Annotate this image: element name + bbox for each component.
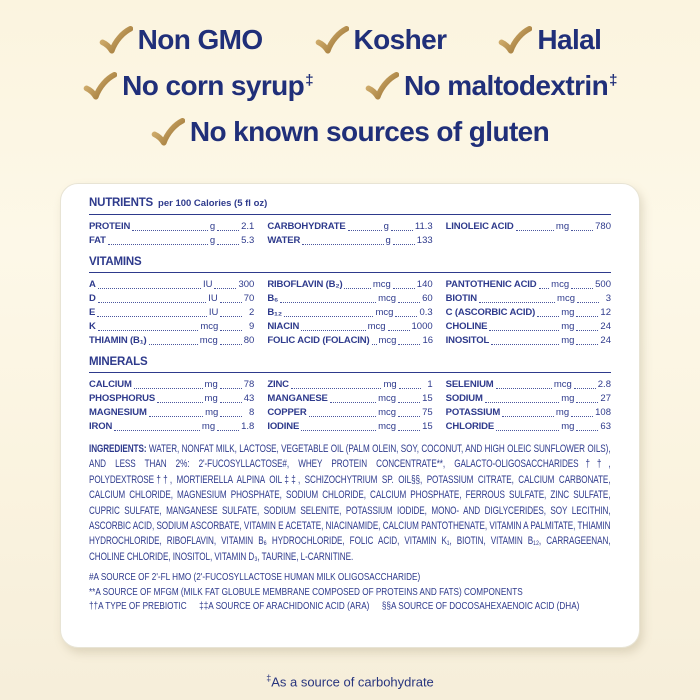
nutrient-unit: g [383, 221, 389, 232]
dot-leader [576, 402, 598, 403]
vitamins-table [89, 278, 611, 348]
dot-leader [220, 388, 242, 389]
nutrient-row [89, 392, 254, 406]
nutrient-value: 108 [595, 407, 611, 418]
checkmark-icon [99, 26, 133, 54]
nutrient-name: ZINC [267, 379, 289, 390]
dot-leader [98, 302, 207, 303]
footnote-text: §§A SOURCE OF DOCOSAHEXAENOIC ACID (DHA) [381, 600, 580, 613]
dot-leader [284, 316, 374, 317]
nutrient-name: CALCIUM [89, 379, 132, 390]
nutrient-name: B₁₂ [267, 307, 282, 318]
nutrient-value: 75 [422, 407, 433, 418]
nutrient-unit: mcg [378, 407, 397, 418]
dot-leader [220, 402, 242, 403]
nutrient-unit: mg [561, 307, 575, 318]
dot-leader [98, 288, 201, 289]
nutrient-unit: mg [561, 421, 575, 432]
claim-no-maltodextrin [365, 70, 617, 102]
dot-leader [496, 430, 559, 431]
dot-leader [114, 430, 200, 431]
nutrition-panel [60, 183, 640, 648]
dot-leader [393, 244, 415, 245]
nutrient-unit: mg [204, 379, 218, 390]
nutrient-name: SODIUM [445, 393, 483, 404]
nutrient-name: BIOTIN [445, 293, 477, 304]
claim-halal [498, 24, 601, 56]
nutrient-row [89, 234, 254, 248]
claim-label: No corn syrup [122, 70, 305, 101]
dot-leader [516, 230, 554, 231]
nutrient-row [89, 334, 254, 348]
nutrient-value: 500 [595, 279, 611, 290]
dot-leader [372, 344, 377, 345]
nutrient-name: PHOSPHORUS [89, 393, 156, 404]
nutrient-unit: mg [555, 221, 570, 232]
nutrient-row [89, 406, 254, 420]
carbohydrate-footnote-marker: ‡ [266, 673, 272, 683]
ingredients-label: INGREDIENTS: [89, 443, 147, 455]
dot-leader [489, 330, 559, 331]
nutrient-value: 78 [243, 379, 255, 390]
dot-leader [344, 288, 370, 289]
nutrients-title: NUTRIENTS [89, 197, 154, 209]
dot-leader [220, 316, 242, 317]
dot-leader [576, 330, 598, 331]
nutrient-row [446, 420, 611, 434]
nutrient-value: 15 [422, 421, 433, 432]
checkmark-icon [83, 72, 117, 100]
dot-leader [485, 402, 559, 403]
nutrient-unit: mg [561, 321, 575, 332]
nutrient-unit: mg [201, 421, 216, 432]
nutrient-name: PROTEIN [89, 221, 131, 232]
dot-leader [217, 230, 239, 231]
nutrient-value: 133 [416, 235, 433, 246]
footnote-line [89, 599, 610, 614]
nutrient-unit: IU [208, 307, 219, 318]
nutrient-unit: mcg [553, 379, 572, 390]
table-column [267, 378, 432, 434]
dot-leader [301, 330, 365, 331]
nutrient-row [89, 306, 254, 320]
nutrient-unit: mcg [378, 393, 397, 404]
section-rule [89, 372, 611, 373]
nutrient-value: 1.8 [241, 421, 255, 432]
dot-leader [502, 416, 554, 417]
dot-leader [539, 288, 550, 289]
nutrient-value: 24 [600, 321, 611, 332]
nutrient-name: D [89, 293, 96, 304]
table-column [446, 378, 611, 434]
nutrient-value: 24 [600, 335, 611, 346]
nutrient-row [89, 220, 254, 234]
nutrient-name: POTASSIUM [445, 407, 501, 418]
nutrient-name: CHOLINE [445, 321, 488, 332]
section-rule [89, 214, 611, 215]
dot-leader [134, 388, 203, 389]
nutrient-name: FAT [89, 235, 106, 246]
nutrients-header [89, 196, 611, 211]
dot-leader [348, 230, 382, 231]
nutrient-unit: mcg [378, 293, 397, 304]
dot-leader [576, 344, 598, 345]
claims-row [151, 116, 549, 148]
table-column [446, 278, 611, 348]
footnote-text: **A SOURCE OF MFGM (MILK FAT GLOBULE MEMBRANE COMPOSED OF PROTEINS AND FATS) COMPONENTS [89, 585, 523, 598]
nutrient-unit: mg [555, 407, 570, 418]
nutrient-name: B₆ [267, 293, 279, 304]
nutrient-name: MANGANESE [267, 393, 328, 404]
nutrient-value: 16 [422, 335, 434, 346]
nutrient-unit: IU [208, 293, 218, 304]
nutrient-unit: mg [383, 379, 397, 390]
nutrient-row [446, 278, 611, 292]
claim-no-corn-syrup [83, 70, 313, 102]
section-rule [89, 272, 611, 273]
nutrient-row [89, 378, 254, 392]
footnote-text: ‡‡A SOURCE OF ARACHIDONIC ACID (ARA) [199, 600, 370, 613]
nutrient-value: 60 [422, 293, 433, 304]
nutrient-unit: mcg [367, 321, 386, 332]
dot-leader [537, 316, 559, 317]
dot-leader [479, 302, 555, 303]
nutrient-unit: mcg [372, 279, 391, 290]
dot-leader [214, 288, 236, 289]
checkmark-icon [498, 26, 532, 54]
nutrient-value: 300 [238, 279, 255, 290]
dot-leader [97, 316, 207, 317]
nutrient-unit: mcg [199, 335, 218, 346]
dot-leader [108, 244, 208, 245]
nutrient-unit: mcg [200, 321, 219, 332]
nutrient-row [267, 334, 432, 348]
nutrient-row [267, 234, 432, 248]
nutrient-value: 1000 [411, 321, 433, 332]
nutrient-unit: mcg [557, 293, 575, 304]
nutrient-value: 9 [249, 321, 255, 332]
nutrient-value: 70 [243, 293, 255, 304]
nutrient-value: 12 [600, 307, 611, 318]
dot-leader [571, 288, 593, 289]
dot-leader [574, 388, 596, 389]
nutrient-row [446, 392, 611, 406]
minerals-header [89, 355, 611, 369]
nutrient-name: LINOLEIC ACID [445, 221, 514, 232]
nutrient-row [446, 306, 611, 320]
nutrient-name: K [89, 321, 96, 332]
nutrient-value: 8 [249, 407, 255, 418]
dot-leader [391, 230, 413, 231]
nutrient-row [446, 334, 611, 348]
nutrient-value: 2.8 [597, 379, 611, 390]
claim-sup: ‡ [305, 72, 313, 89]
nutrient-unit: mcg [375, 307, 394, 318]
nutrient-name: PANTOTHENIC ACID [445, 279, 537, 290]
nutrient-name: E [89, 307, 96, 318]
footnote-line [89, 585, 610, 600]
dot-leader [149, 416, 203, 417]
dot-leader [576, 316, 598, 317]
nutrient-name: INOSITOL [445, 335, 490, 346]
vitamins-title: VITAMINS [89, 256, 142, 268]
nutrient-value: 2.1 [241, 221, 255, 232]
dot-leader [496, 388, 552, 389]
nutrient-unit: mg [205, 407, 219, 418]
nutrients-table [89, 220, 611, 248]
dot-leader [398, 402, 420, 403]
claim-sup: ‡ [609, 72, 617, 89]
nutrient-row [89, 292, 254, 306]
nutrient-name: SELENIUM [445, 379, 494, 390]
dot-leader [398, 416, 420, 417]
nutrient-value: 1 [427, 379, 433, 390]
nutrient-value: 11.3 [414, 221, 433, 232]
nutrient-value: 43 [243, 393, 255, 404]
dot-leader [571, 230, 593, 231]
claim-no-known-sources-of-gluten [151, 116, 549, 148]
claim-label: Non GMO [137, 24, 263, 55]
nutrient-row [267, 306, 432, 320]
nutrient-row [89, 320, 254, 334]
dot-leader [220, 344, 242, 345]
nutrient-row [267, 378, 432, 392]
claim-label: No maltodextrin [403, 70, 609, 101]
minerals-table [89, 378, 611, 434]
footnotes-section [89, 570, 611, 614]
nutrient-row [267, 220, 432, 234]
dot-leader [302, 244, 383, 245]
dot-leader [301, 430, 376, 431]
dot-leader [220, 302, 242, 303]
table-column [267, 220, 432, 248]
nutrient-unit: mcg [378, 421, 397, 432]
nutrient-name: CARBOHYDRATE [267, 221, 346, 232]
checkmark-icon [315, 26, 349, 54]
nutrient-value: 0.3 [419, 307, 433, 318]
nutrient-name: MAGNESIUM [89, 407, 147, 418]
nutrient-unit: g [385, 235, 391, 246]
nutrient-row [446, 406, 611, 420]
nutrient-row [89, 420, 254, 434]
nutrient-name: THIAMIN (B₁) [89, 335, 147, 346]
nutrient-value: 780 [595, 221, 611, 232]
footnote-text: ††A TYPE OF PREBIOTIC [89, 600, 187, 613]
dot-leader [291, 388, 382, 389]
minerals-title: MINERALS [89, 356, 148, 368]
nutrient-unit: mg [561, 393, 575, 404]
checkmark-icon [151, 118, 185, 146]
nutrient-unit: IU [202, 279, 213, 290]
nutrient-name: NIACIN [267, 321, 300, 332]
table-column [446, 220, 611, 248]
claim-label: Kosher [353, 24, 447, 55]
nutrient-name: IODINE [267, 421, 300, 432]
dot-leader [395, 316, 417, 317]
dot-leader [280, 302, 376, 303]
claims-row [99, 24, 602, 56]
nutrients-subtitle: per 100 Calories (5 fl oz) [158, 198, 268, 209]
checkmark-icon [365, 72, 399, 100]
dot-leader [393, 288, 415, 289]
nutrient-value: 63 [600, 421, 611, 432]
footnote-line [89, 570, 610, 585]
vitamins-header [89, 255, 611, 269]
table-column [89, 220, 254, 248]
carbohydrate-footnote [0, 673, 700, 689]
claim-kosher [315, 24, 447, 56]
nutrient-name: WATER [267, 235, 301, 246]
carbohydrate-footnote-text: As a source of carbohydrate [271, 674, 434, 690]
dot-leader [330, 402, 376, 403]
nutrient-name: FOLIC ACID (FOLACIN) [267, 335, 370, 346]
nutrient-name: IRON [89, 421, 113, 432]
nutrient-name: A [89, 279, 96, 290]
dot-leader [220, 330, 242, 331]
footnote-text: #A SOURCE OF 2'-FL HMO (2'-FUCOSYLLACTOSE HUMAN MILK OLIGOSACCHARIDE) [89, 571, 421, 584]
dot-leader [217, 244, 239, 245]
nutrient-row [446, 220, 611, 234]
dot-leader [398, 302, 420, 303]
dot-leader [491, 344, 559, 345]
table-column [89, 278, 254, 348]
claim-label: Halal [537, 24, 602, 55]
dot-leader [132, 230, 208, 231]
nutrient-row [267, 320, 432, 334]
nutrient-value: 5.3 [241, 235, 255, 246]
nutrient-unit: mcg [378, 335, 397, 346]
nutrient-row [267, 406, 432, 420]
nutrient-value: 2 [249, 307, 255, 318]
nutrient-value: 140 [416, 279, 433, 290]
claim-label: No known sources of gluten [189, 116, 550, 147]
ingredients-paragraph [89, 442, 610, 565]
nutrient-unit: mg [561, 335, 575, 346]
nutrient-value: 27 [600, 393, 611, 404]
nutrient-row [267, 392, 432, 406]
nutrient-unit: g [209, 235, 216, 246]
table-column [89, 378, 254, 434]
dot-leader [577, 302, 599, 303]
dot-leader [217, 430, 239, 431]
dot-leader [157, 402, 202, 403]
dot-leader [220, 416, 242, 417]
dot-leader [388, 330, 410, 331]
nutrient-unit: g [209, 221, 216, 232]
nutrient-unit: mg [204, 393, 218, 404]
nutrient-name: C (ASCORBIC ACID) [445, 307, 536, 318]
dot-leader [398, 430, 420, 431]
nutrient-row [267, 278, 432, 292]
nutrient-value: 80 [243, 335, 255, 346]
dot-leader [576, 430, 598, 431]
nutrient-name: COPPER [267, 407, 307, 418]
nutrient-name: CHLORIDE [445, 421, 495, 432]
nutrient-value: 15 [422, 393, 433, 404]
dot-leader [309, 416, 377, 417]
nutrient-row [267, 292, 432, 306]
claim-non-gmo [99, 24, 263, 56]
dot-leader [149, 344, 198, 345]
nutrient-row [446, 292, 611, 306]
nutrient-value: 3 [605, 293, 611, 304]
nutrient-row [446, 320, 611, 334]
dot-leader [398, 344, 420, 345]
dot-leader [399, 388, 421, 389]
claims-row [83, 70, 617, 102]
nutrient-name: RIBOFLAVIN (B₂) [267, 279, 343, 290]
nutrient-row [267, 420, 432, 434]
nutrient-unit: mcg [551, 279, 570, 290]
table-column [267, 278, 432, 348]
nutrient-row [89, 278, 254, 292]
nutrient-row [446, 378, 611, 392]
dot-leader [98, 330, 199, 331]
claims-section [0, 24, 700, 148]
ingredients-text: WATER, NONFAT MILK, LACTOSE, VEGETABLE OIL (PALM OLEIN, SOY, COCONUT, AND HIGH OLEIC SUNFLOWER OILS), AND LESS THAN 2%: 2'-FUCOSYLLACTOSE#, WHEY PROTEIN CONCENTRATE**, GALACTO-OLIGOSACCHARIDES††, POLYDEXTROSE††, MORTIERELLA ALPINA OIL‡‡, SCHIZOCHYTRIUM SP. OIL§§, POTASSIUM CITRATE, CALCIUM CARBONATE, CALCIUM CHLORIDE, MAGNESIUM PHOSPHATE, SODIUM CHLORIDE, CALCIUM PHOSPHATE, FERROUS SULFATE, ZINC SULFATE, CUPRIC SULFATE, MANGANESE SULFATE, SODIUM SELENITE, POTASSIUM IODIDE, MONO- AND DIGLYCERIDES, SOY LECITHIN, ASCORBIC ACID, SODIUM ASCORBATE, VITAMIN E ACETATE, NIACINAMIDE, CALCIUM PANTOTHENATE, VITAMIN A PALMITATE, THIAMIN HYDROCHLORIDE, RIBOFLAVIN, VITAMIN B₆ HYDROCHLORIDE, FOLIC ACID, VITAMIN K₁, BIOTIN, VITAMIN B₁₂, CARRAGEENAN, CHOLINE CHLORIDE, INOSITOL, VITAMIN D₃, TAURINE, L-CARNITINE. [89, 443, 611, 563]
dot-leader [571, 416, 593, 417]
